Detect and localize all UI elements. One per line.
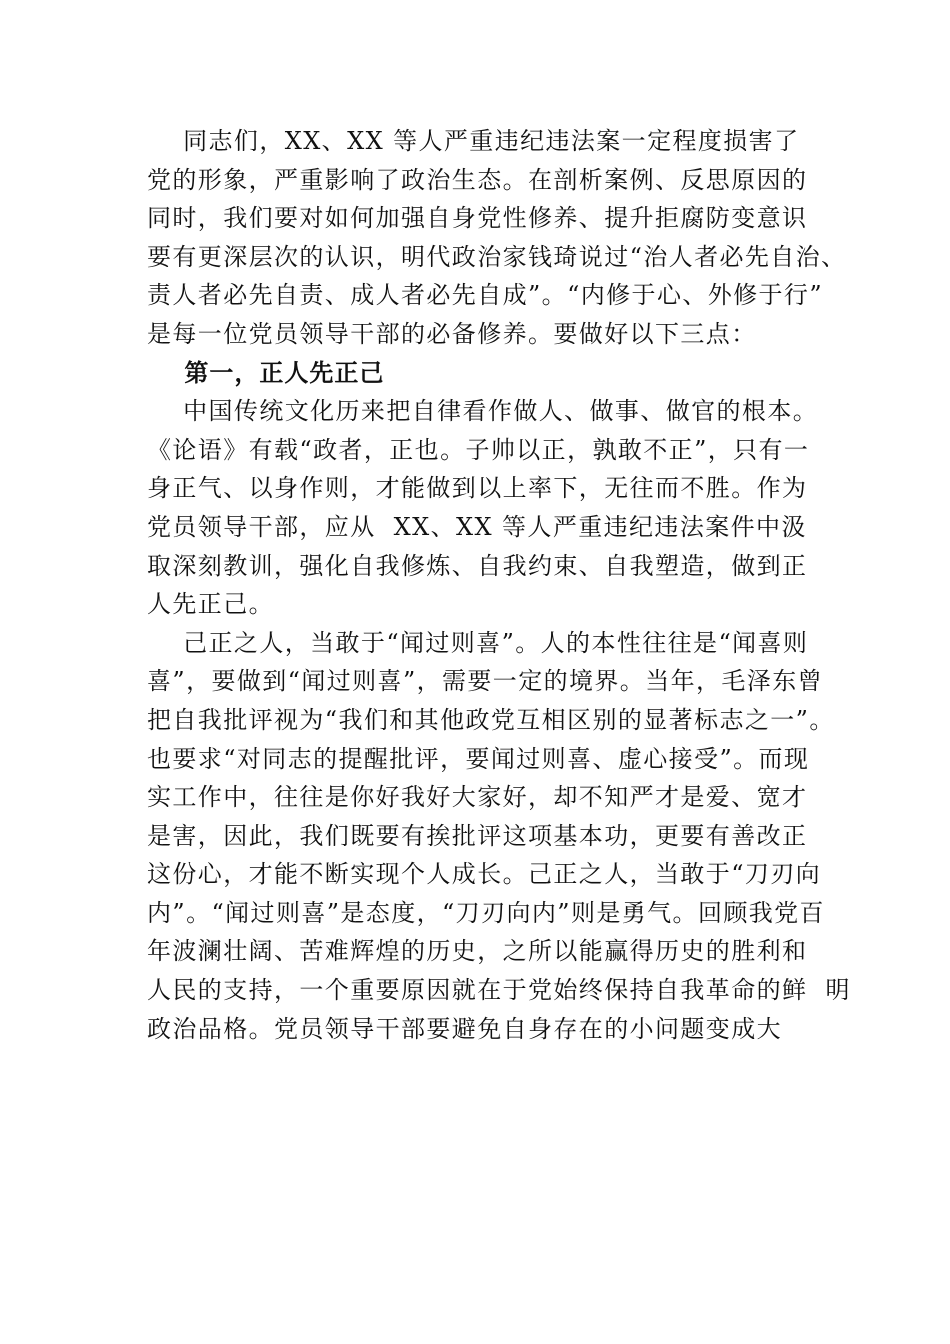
text-line: 内”。“闻过则喜”是态度，“刀刃向内”则是勇气。回顾我党百 <box>147 898 825 927</box>
text-line: 人民的支持，一个重要原因就在于党始终保持自我革命的鲜 明 <box>147 976 851 1005</box>
text-line: 要有更深层次的认识，明代政治家钱琦说过“治人者必先自治、 <box>147 242 847 271</box>
text-line: 人先正己。 <box>147 590 274 619</box>
section-heading: 第一，正人先正己 <box>147 358 385 387</box>
text-line: 同志们，XX、XX 等人严重违纪违法案一定程度损害了 <box>147 127 800 155</box>
text-line: 中国传统文化历来把自律看作做人、做事、做官的根本。 <box>147 397 819 426</box>
text-line: 喜”，要做到“闻过则喜”，需要一定的境界。当年，毛泽东曾 <box>147 667 824 696</box>
text-line: 责人者必先自责、成人者必先自成”。“内修于心、外修于行” <box>147 281 824 310</box>
text-line: 己正之人，当敢于“闻过则喜”。人的本性往往是“闻喜则 <box>147 628 809 657</box>
text-line: 取深刻教训，强化自我修炼、自我约束、自我塑造，做到正 <box>147 551 808 580</box>
text-line: 《论语》有载“政者，正也。子帅以正，孰敢不正”，只有一 <box>147 435 810 464</box>
text-line: 实工作中，往往是你好我好大家好，却不知严才是爱、宽才 <box>147 783 808 812</box>
text-line: 也要求“对同志的提醒批评，要闻过则喜、虚心接受”。而现 <box>147 744 810 773</box>
text-line: 把自我批评视为“我们和其他政党互相区别的显著标志之一”。 <box>147 705 835 734</box>
text-line: 年波澜壮阔、苦难辉煌的历史，之所以能赢得历史的胜利和 <box>147 937 808 966</box>
text-line: 党的形象，严重影响了政治生态。在剖析案例、反思原因的 <box>147 165 808 194</box>
text-line: 是害，因此，我们既要有挨批评这项基本功，更要有善改正 <box>147 821 808 850</box>
text-line: 身正气、以身作则，才能做到以上率下，无往而不胜。作为 <box>147 474 808 503</box>
text-line: 是每一位党员领导干部的必备修养。要做好以下三点： <box>147 319 757 348</box>
text-line: 同时，我们要对如何加强自身党性修养、提升拒腐防变意识 <box>147 204 808 233</box>
text-line: 这份心，才能不断实现个人成长。己正之人，当敢于“刀刃向 <box>147 860 822 889</box>
body-text <box>147 122 851 1048</box>
text-line: 政治品格。党员领导干部要避免自身存在的小问题变成大 <box>147 1014 782 1043</box>
text-line: 党员领导干部，应从 XX、XX 等人严重违纪违法案件中汲 <box>147 512 807 541</box>
